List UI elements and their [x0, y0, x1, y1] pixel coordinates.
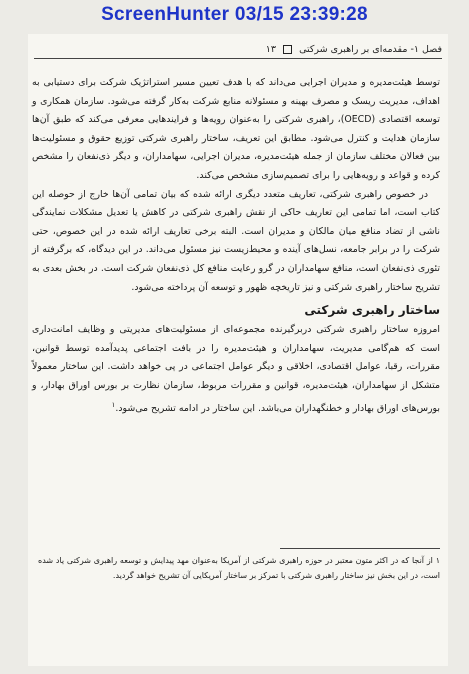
- running-header: [34, 44, 442, 59]
- screenhunter-watermark: ScreenHunter 03/15 23:39:28: [101, 4, 368, 25]
- footnote-divider: [280, 548, 440, 549]
- page-body: [32, 74, 440, 418]
- book-page: [28, 34, 448, 666]
- page-number: ۱۳: [265, 44, 276, 55]
- chapter-title: فصل ۱- مقدمه‌ای بر راهبری شرکتی: [299, 44, 442, 55]
- section-paragraph-text: امروزه ساختار راهبری شرکتی دربرگیرنده مجموعه‌ای از مسئولیت‌های مدیریتی و وظایف امانت‌داری است که هم‌گامی مدیریت، سهامداران و هیئت‌مدیره را در بافت اجتماعی پدیدآمده توسط قوانین، مقررات، رقبا، عوامل اقتصادی، اخلاقی و دیگر عوامل اجتماعی در پی خواهد داشت. این ساختار معمولاً متشکل از سهامداران، هیئت‌مدیره، قوانین و مقررات مربوط، سازمان نظارت بر بورس اوراق بهادار، و بورس‌های اوراق بهادار و خطنگهداران می‌باشد. این ساختار در ادامه تشریح می‌شود.: [32, 324, 440, 414]
- paragraph-1: توسط هیئت‌مدیره و مدیران اجرایی می‌داند که با هدف تعیین مسیر استراتژیک شرکت برای دستیابی به اهداف، مدیریت ریسک و مصرف بهینه و مسئولانه منابع شرکت به‌کار گرفته می‌شود. سازمان همکاری و توسعه اقتصادی (OECD)، راهبری شرکتی را به‌عنوان رویه‌ها و فرایندهایی معرفی می‌کند که طبق آن‌ها سازمان هدایت و کنترل می‌شود. مطابق این تعریف، ساختار راهبری شرکتی توزیع حقوق و مسئولیت‌ها بین فعالان مختلف سازمان از جمله هیئت‌مدیره، مدیران اجرایی، سهامداران، و دیگر ذی‌نفعان را مشخص کرده و قواعد و رویه‌هایی را برای تصمیم‌سازی مشخص می‌کند.: [32, 77, 440, 181]
- paragraph-2: در خصوص راهبری شرکتی، تعاریف متعدد دیگری ارائه شده که بیان تمامی آن‌ها خارج از حوصله این کتاب است، اما تمامی این تعاریف حاکی از نقش راهبری شرکتی در کاهش یا تعدیل مشکلات نمایندگی ناشی از تضاد منافع میان مالکان و مدیران است. البته برخی تعاریف ارائه شده در این خصوص، حتی شرکت را در برابر جامعه، نسل‌های آینده و محیط‌زیست نیز مسئول می‌داند. در این دیدگاه، که برگرفته از تئوری ذی‌نفعان است، منافع سهامداران در گرو رعایت منافع کل ذی‌نفعان شرکت است. در بخش بعدی به تشریح ساختار راهبری شرکتی و نیز تاریخچه ظهور و توسعه آن پرداخته می‌شود.: [32, 188, 440, 293]
- footnote-marker: ۱: [111, 400, 116, 409]
- square-icon: [283, 45, 292, 54]
- section-title: ساختار راهبری شرکتی: [304, 303, 440, 318]
- section-paragraph: [32, 321, 440, 418]
- footnote: ۱ از آنجا که در اکثر متون معتبر در حوزه راهبری شرکتی از آمریکا به‌عنوان مهد پیدایش و توسعه راهبری شرکتی یاد شده است، در این بخش نیز ساختار راهبری شرکتی با تمرکز بر ساختار آمریکایی آن تشریح خواهد گردید.: [38, 556, 440, 580]
